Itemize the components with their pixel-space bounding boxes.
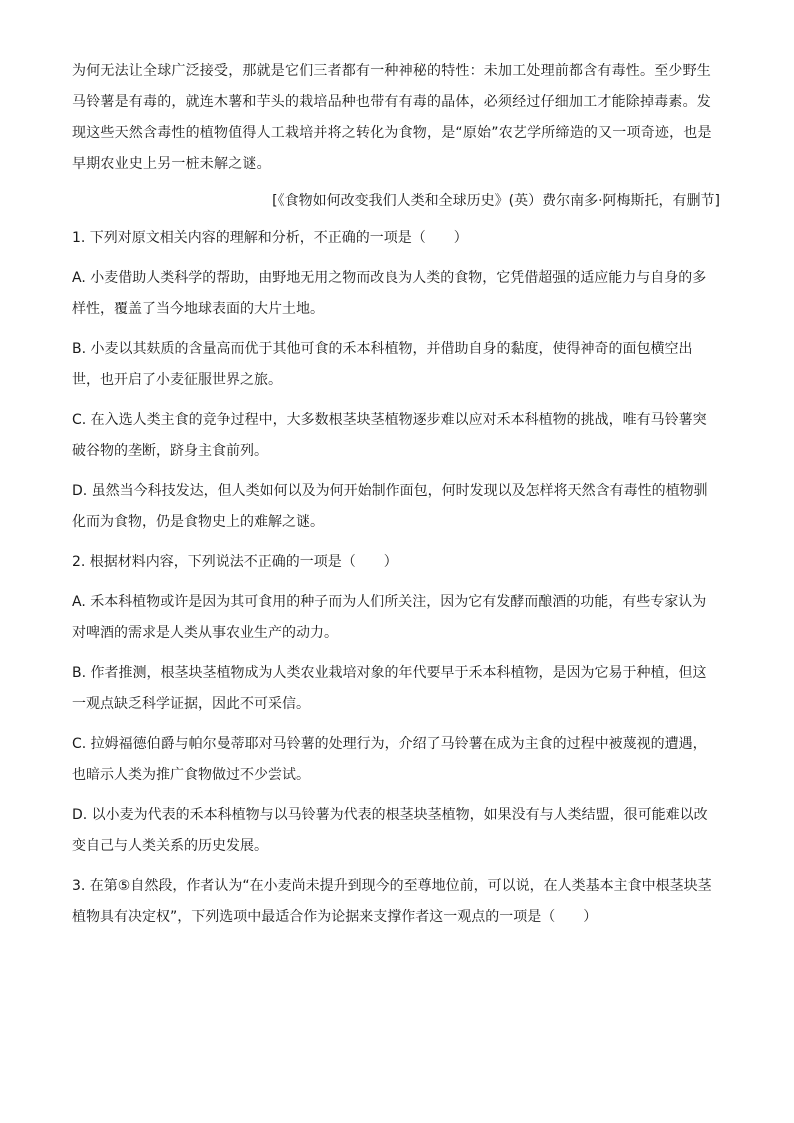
- question-3-stem: 3. 在第⑤自然段，作者认为“在小麦尚未提升到现今的至尊地位前，可以说，在人类基本主食中根茎块茎植物具有决定权”，下列选项中最适合作为论据来支撑作者这一观点的一项是（ ）: [72, 878, 712, 925]
- question-2-option-d: D. 以小麦为代表的禾本科植物与以马铃薯为代表的根茎块茎植物，如果没有与人类结盟，很可能难以改变自己与人类关系的历史发展。: [72, 807, 708, 854]
- question-2-stem: 2. 根据材料内容，下列说法不正确的一项是（ ）: [72, 554, 398, 570]
- question-2-option-b: B. 作者推测，根茎块茎植物成为人类农业栽培对象的年代要早于禾本科植物，是因为它易于种植，但这一观点缺乏科学证据，因此不可采信。: [72, 665, 707, 712]
- passage-continuation: 为何无法让全球广泛接受，那就是它们三者都有一种神秘的特性：未加工处理前都含有毒性。至少野生马铃薯是有毒的，就连木薯和芋头的栽培品种也带有有毒的晶体，必须经过仔细加工才能除掉毒素。发现这些天然含毒性的植物值得人工栽培并将之转化为食物，是“原始”农艺学所缔造的又一项奇迹，也是早期农业史上另一桩未解之谜。: [72, 63, 712, 172]
- question-1-option-c: C. 在入选人类主食的竞争过程中，大多数根茎块茎植物逐步难以应对禾本科植物的挑战，唯有马铃薯突破谷物的垄断，跻身主食前列。: [72, 412, 707, 459]
- question-1-option-b: B. 小麦以其麸质的含量高而优于其他可食的禾本科植物，并借助自身的黏度，使得神奇的面包横空出世，也开启了小麦征服世界之旅。: [72, 341, 693, 388]
- question-1-stem: 1. 下列对原文相关内容的理解和分析，不正确的一项是（ ）: [72, 230, 468, 246]
- question-2-option-c: C. 拉姆福德伯爵与帕尔曼蒂耶对马铃薯的处理行为，介绍了马铃薯在成为主食的过程中被蔑视的遭遇，也暗示人类为推广食物做过不少尝试。: [72, 736, 707, 783]
- exam-page: [72, 56, 720, 933]
- question-1-option-a: A. 小麦借助人类科学的帮助，由野地无用之物而改良为人类的食物，它凭借超强的适应能力与自身的多样性，覆盖了当今地球表面的大片土地。: [72, 270, 707, 317]
- question-1-option-d: D. 虽然当今科技发达，但人类如何以及为何开始制作面包，何时发现以及怎样将天然含有毒性的植物驯化而为食物，仍是食物史上的难解之谜。: [72, 483, 708, 530]
- question-2-option-a: A. 禾本科植物或许是因为其可食用的种子而为人们所关注，因为它有发酵而酿酒的功能，有些专家认为对啤酒的需求是人类从事农业生产的动力。: [72, 594, 707, 641]
- passage-source: [《食物如何改变我们人类和全球历史》(英）费尔南多·阿梅斯托，有删节]: [272, 193, 720, 209]
